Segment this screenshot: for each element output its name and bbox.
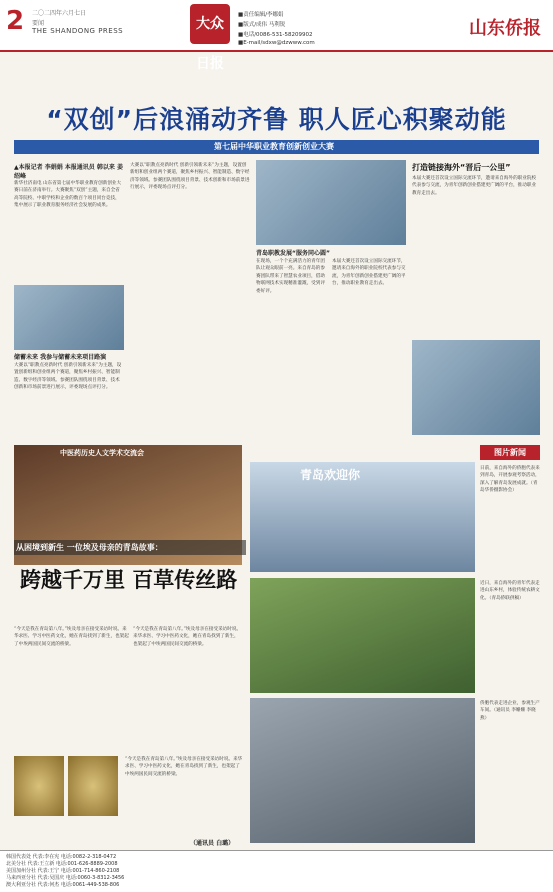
photo-caption-3: 侨胞代表走进企业，参观生产车间。（通讯员 李姗姗 李晓燕） xyxy=(480,701,540,721)
page-number: 2 xyxy=(6,6,25,36)
layout-line: ■版式/成伟 马利锐 xyxy=(238,22,286,28)
section-name: 要闻 xyxy=(32,20,45,27)
lead-headline: “双创”后浪涌动齐鲁 职人匠心积聚动能 xyxy=(46,105,507,134)
feature-body-3: “今天是我在青岛第八年。”埃及母亲在接受采访时说。来华求医、学习中医药文化，她在青岛找到了新生，也架起了中埃两国民间交流的桥梁。 xyxy=(125,757,243,777)
phone-line: ■电话/0086-531-58209902 xyxy=(238,32,313,38)
feature-headline: 跨越千万里 百草传丝路 xyxy=(20,567,238,592)
seal-logo: 大众日报 xyxy=(190,4,230,44)
photo-factory-visit xyxy=(250,698,475,843)
banner-text: 第七届中华职业教育创新创业大赛 xyxy=(214,142,334,151)
footer-line: 澳大利亚分社 代表:何杰 电话:0061-449-538-806 xyxy=(6,882,120,888)
feature-kicker: 从困境到新生 一位埃及母亲的青岛故事： xyxy=(14,540,246,555)
photo-awards xyxy=(256,160,406,245)
photo1-caption: 储蓄未来 我参与储蓄未来项目路演 xyxy=(14,354,107,361)
article-col1-cont: 大赛以“职教点亮新时代 创新引领新未来”为主题，设置创新组和创业组两个赛道，聚焦乡村振兴、智能制造、数字经济等领域。参赛团队围绕项目背景、技术创新和市场前景进行展示，评委现场点评打分。 xyxy=(14,363,122,391)
medal-photo-1 xyxy=(14,756,64,816)
feature-body-2: “今天是我在青岛第八年。”埃及母亲在接受采访时说。来华求医、学习中医药文化，她在青岛找到了新生，也架起了中埃两国民间交流的桥梁。 xyxy=(133,627,242,647)
paper-english-name: THE SHANDONG PRESS xyxy=(32,27,124,35)
footer-line: 韩国代表处 代表:李在宪 电话:0082-2-318-0472 xyxy=(6,854,117,860)
footer-line: 美国加州分社 代表:王宁 电话:001-714-860-2108 xyxy=(6,868,120,874)
feature-body-1: “今天是我在青岛第八年。”埃及母亲在接受采访时说。来华求医、学习中医药文化，她在青岛找到了新生，也架起了中埃两国民间交流的桥梁。 xyxy=(14,627,129,647)
article-col3: 在现场，一个个充满活力的青年团队让观众眼前一亮。来自青岛的参赛团队带来了智慧农业项目，借助物联网技术实现精准灌溉，受到评委好评。 xyxy=(256,259,325,294)
photo-caption-2: 近日，来自海外的青年代表走进山东乡村，体验传统农耕文化。（青岛侨联供稿） xyxy=(480,581,540,601)
issue-date: 二〇二四年六月七日 xyxy=(32,10,87,17)
subhead: 打造链接海外“晋后一公里” xyxy=(412,163,511,172)
footer-line: 马来西亚分社 代表:吴国庆 电话:0060-3-8312-3456 xyxy=(6,875,125,881)
welcome-sign: 青岛欢迎你 xyxy=(300,468,361,482)
editor-line: ■责任编辑/李娜娟 xyxy=(238,12,284,18)
feature-byline: （通讯员 白璐） xyxy=(190,840,235,847)
article-col1: 新华社济南电 山东省第七届中华职业教育创新创业大赛日前在济南举行。大赛聚焦“双创”主题，来自全省高等院校、中职学校和企业的数百个项目同台竞技，集中展示了职业教育服务经济社会发展的成果。 xyxy=(14,181,122,209)
event-banner xyxy=(14,140,539,154)
email-line: ■E-mail/sdxw@dzwww.com xyxy=(238,40,315,46)
newspaper-logo: 山东侨报 xyxy=(469,18,541,39)
photo-farming xyxy=(250,578,475,693)
article-col2: 大赛以“职教点亮新时代 创新引领新未来”为主题，设置创新组和创业组两个赛道，聚焦乡村振兴、智能制造、数字经济等领域。参赛团队围绕项目背景、技术创新和市场前景进行展示，评委现场点评打分。 xyxy=(130,163,250,191)
photo-welcome-delegation xyxy=(250,462,475,572)
footer-line: 北美分社 代表:王立新 电话:001-626-8889-2008 xyxy=(6,861,118,867)
photo2-caption: 青岛职教发展“服务同心圆” xyxy=(256,250,330,257)
photo-caption-1: 日前，来自海外的侨胞代表来到青岛，开展参观考察活动，深入了解青岛发展成就。（青岛华侨摄影协会） xyxy=(480,466,540,494)
photo-news-tag: 图片新闻 xyxy=(480,445,540,460)
byline: ▲本报记者 李娟娟 本报通讯员 韩以来 姜绍峰 xyxy=(14,164,123,180)
medal-photo-2 xyxy=(68,756,118,816)
article-col4: 本届大赛还首次设立国际交流环节，邀请来自海外的职业院校代表参与交流，为青年创新创业搭建更广阔的平台，推动职业教育走出去。 xyxy=(412,176,537,196)
event-backdrop-text: 中医药历史人文学术交流会 xyxy=(60,449,144,457)
article-col3b: 本届大赛还首次设立国际交流环节，邀请来自海外的职业院校代表参与交流，为青年创新创业搭建更广阔的平台，推动职业教育走出去。 xyxy=(332,259,406,287)
photo-roadshow xyxy=(14,285,124,350)
photo-speaker xyxy=(412,340,540,435)
